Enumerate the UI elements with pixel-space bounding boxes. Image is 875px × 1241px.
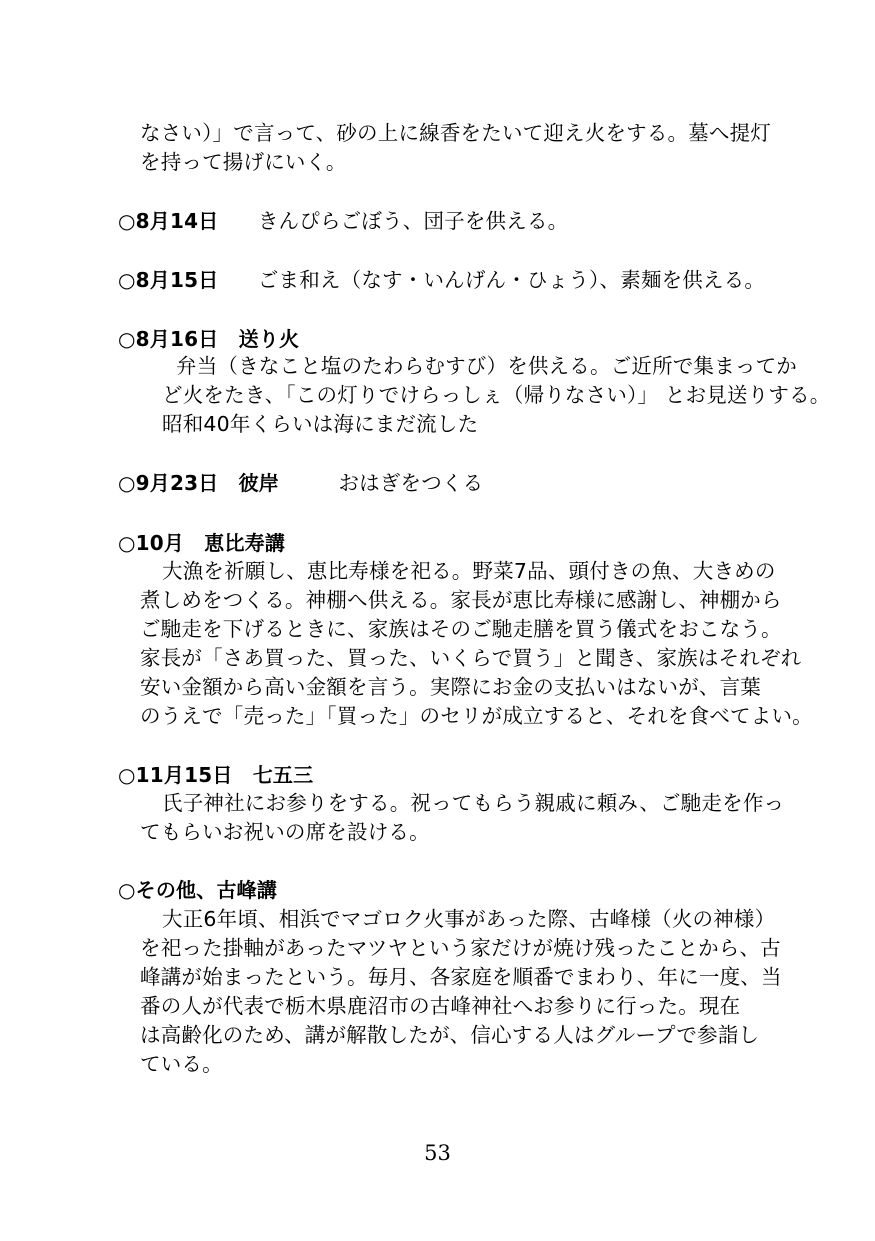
entry-other-heading: ○その他、古峰講 [118,878,278,902]
entry-nov15-line: てもらいお祝いの席を設ける。 [140,820,430,844]
entry-oct-line: 煮しめをつくる。神棚へ供える。家長が恵比寿様に感謝し、神棚から [140,588,782,612]
entry-oct-line: 家長が「さあ買った、買った、いくらで買う」と聞き、家族はそれぞれ [140,646,802,670]
entry-aug16-heading: ○8月16日 送り火 [118,327,300,351]
entry-nov15-heading: ○11月15日 七五三 [118,763,314,787]
entry-aug15-heading: ○8月15日 [118,268,219,292]
entry-sep23-heading: ○9月23日 彼岸 [118,471,279,495]
entry-other-line: 大正6年頃、相浜でマゴロク火事があった際、古峰様（火の神様） [162,907,776,931]
entry-nov15-line: 氏子神社にお参りをする。祝ってもらう親戚に頼み、ご馳走を作っ [162,791,785,815]
entry-other-line: ている。 [140,1052,223,1076]
page-number: 53 [424,1141,451,1165]
entry-aug16-line: ど火をたき、「この灯りでけらっしぇ（帰りなさい）」 とお見送りする。 [162,383,831,407]
entry-aug14-text: きんぴらごぼう、団子を供える。 [257,209,569,233]
entry-oct-line: のうえで「売った」「買った」のセリが成立すると、それを食べてよい。 [140,704,813,728]
entry-oct-line: 大漁を祈願し、恵比寿様を祀る。野菜7品、頭付きの魚、大きめの [162,559,776,583]
entry-aug16-line: 弁当（きなこと塩のたわらむすび）を供える。ご近所で集まってか [176,354,797,378]
entry-other-line: は高齢化のため、講が解散したが、信心する人はグループで参詣し [140,1023,760,1047]
entry-aug14 [118,207,568,235]
entry-sep23 [118,469,483,497]
intro-line-1: なさい）」で言って、砂の上に線香をたいて迎え火をする。墓へ提灯 [140,121,772,145]
entry-oct-line: ご馳走を下げるときに、家族はそのご馳走膳を買う儀式をおこなう。 [140,617,782,641]
entry-other-line: を祀った掛軸があったマツヤという家だけが焼け残ったことから、古 [140,936,781,960]
entry-other-line: 峰講が始まったという。毎月、各家庭を順番でまわり、年に一度、当 [140,965,782,989]
entry-oct-heading: ○10月 恵比寿講 [118,531,286,555]
entry-aug15 [118,266,765,294]
entry-aug15-text: ごま和え（なす・いんげん・ひょう）、素麺を供える。 [257,268,766,292]
entry-oct-line: 安い金額から高い金額を言う。実際にお金の支払いはないが、言葉 [140,675,761,699]
entry-other-line: 番の人が代表で栃木県鹿沼市の古峰神社へお参りに行った。現在 [140,994,741,1018]
entry-aug16-line: 昭和40年くらいは海にまだ流した [162,412,479,436]
entry-sep23-text: おはぎをつくる [338,471,484,495]
entry-aug14-heading: ○8月14日 [118,209,219,233]
intro-line-2: を持って揚げにいく。 [140,150,347,174]
